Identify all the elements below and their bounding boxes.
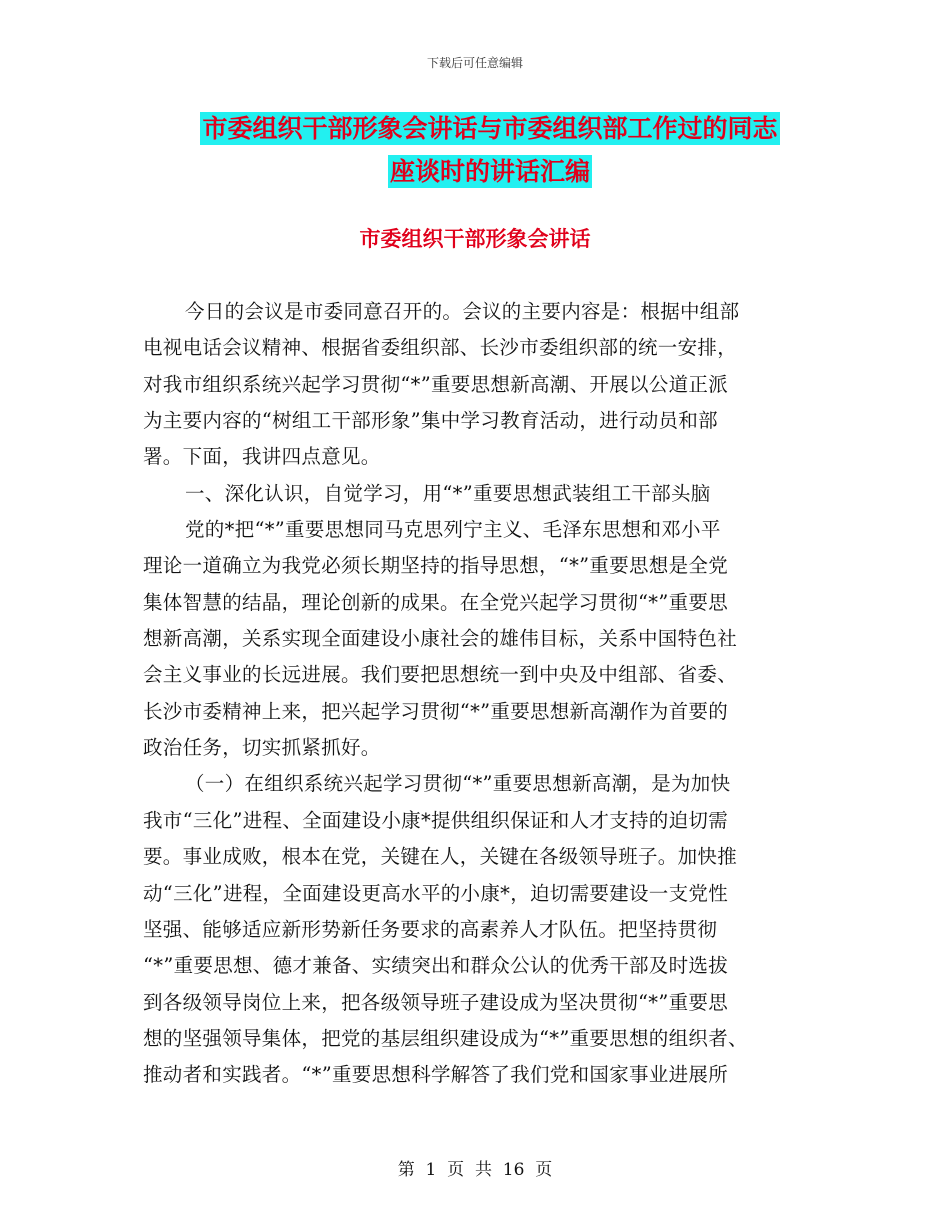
text-line: 想新高潮，关系实现全面建设小康社会的雄伟目标，关系中国特色社 <box>143 627 738 651</box>
title-line-2: 座谈时的讲话汇编 <box>389 157 590 186</box>
text-line: 理论一道确立为我党必须长期坚持的指导思想，“*”重要思想是全党 <box>143 554 728 578</box>
page-header: 下载后可任意编辑 <box>426 56 523 70</box>
document-title <box>140 112 840 188</box>
text-line: 今日的会议是市委同意召开的。会议的主要内容是：根据中组部 <box>185 300 740 323</box>
page-footer: 第 1 页 共 16 页 <box>397 1160 553 1180</box>
body-text <box>143 294 811 1094</box>
title-line-1: 市委组织干部形象会讲话与市委组织部工作过的同志 <box>202 114 778 143</box>
text-line: （一）在组织系统兴起学习贯彻“*”重要思想新高潮，是为加快 <box>185 772 731 796</box>
text-line: 到各级领导岗位上来，把各级领导班子建设成为坚决贯彻“*”重要思 <box>143 990 728 1014</box>
text-line: 政治任务，切实抓紧抓好。 <box>143 736 381 760</box>
text-line: 动“三化”进程，全面建设更高水平的小康*，迫切需要建设一支党性 <box>143 881 728 905</box>
text-line: “*”重要思想、德才兼备、实绩突出和群众公认的优秀干部及时选拔 <box>143 954 728 978</box>
text-line: 要。事业成败，根本在党，关键在人，关键在各级领导班子。加快推 <box>143 845 738 869</box>
text-line: 对我市组织系统兴起学习贯彻“*”重要思想新高潮、开展以公道正派 <box>143 372 728 396</box>
text-line: 集体智慧的结晶，理论创新的成果。在全党兴起学习贯彻“*”重要思 <box>143 590 728 614</box>
text-line: 想的坚强领导集体，把党的基层组织建设成为“*”重要思想的组织者、 <box>143 1026 748 1050</box>
section-subtitle: 市委组织干部形象会讲话 <box>359 226 591 251</box>
text-line: 推动者和实践者。“*”重要思想科学解答了我们党和国家事业进展所 <box>143 1063 728 1087</box>
section-heading: 一、深化认识，自觉学习，用“*”重要思想武装组工干部头脑 <box>185 481 711 505</box>
text-line: 署。下面，我讲四点意见。 <box>143 445 381 469</box>
text-line: 电视电话会议精神、根据省委组织部、长沙市委组织部的统一安排， <box>143 336 738 360</box>
text-line: 为主要内容的“树组工干部形象”集中学习教育活动，进行动员和部 <box>143 409 718 433</box>
text-line: 长沙市委精神上来，把兴起学习贯彻“*”重要思想新高潮作为首要的 <box>143 699 728 723</box>
text-line: 会主义事业的长远进展。我们要把思想统一到中央及中组部、省委、 <box>143 663 738 687</box>
text-line: 坚强、能够适应新形势新任务要求的高素养人才队伍。把坚持贯彻 <box>143 917 718 941</box>
text-line: 党的*把“*”重要思想同马克思列宁主义、毛泽东思想和邓小平 <box>185 518 721 542</box>
text-line: 我市“三化”进程、全面建设小康*提供组织保证和人才支持的迫切需 <box>143 808 728 832</box>
